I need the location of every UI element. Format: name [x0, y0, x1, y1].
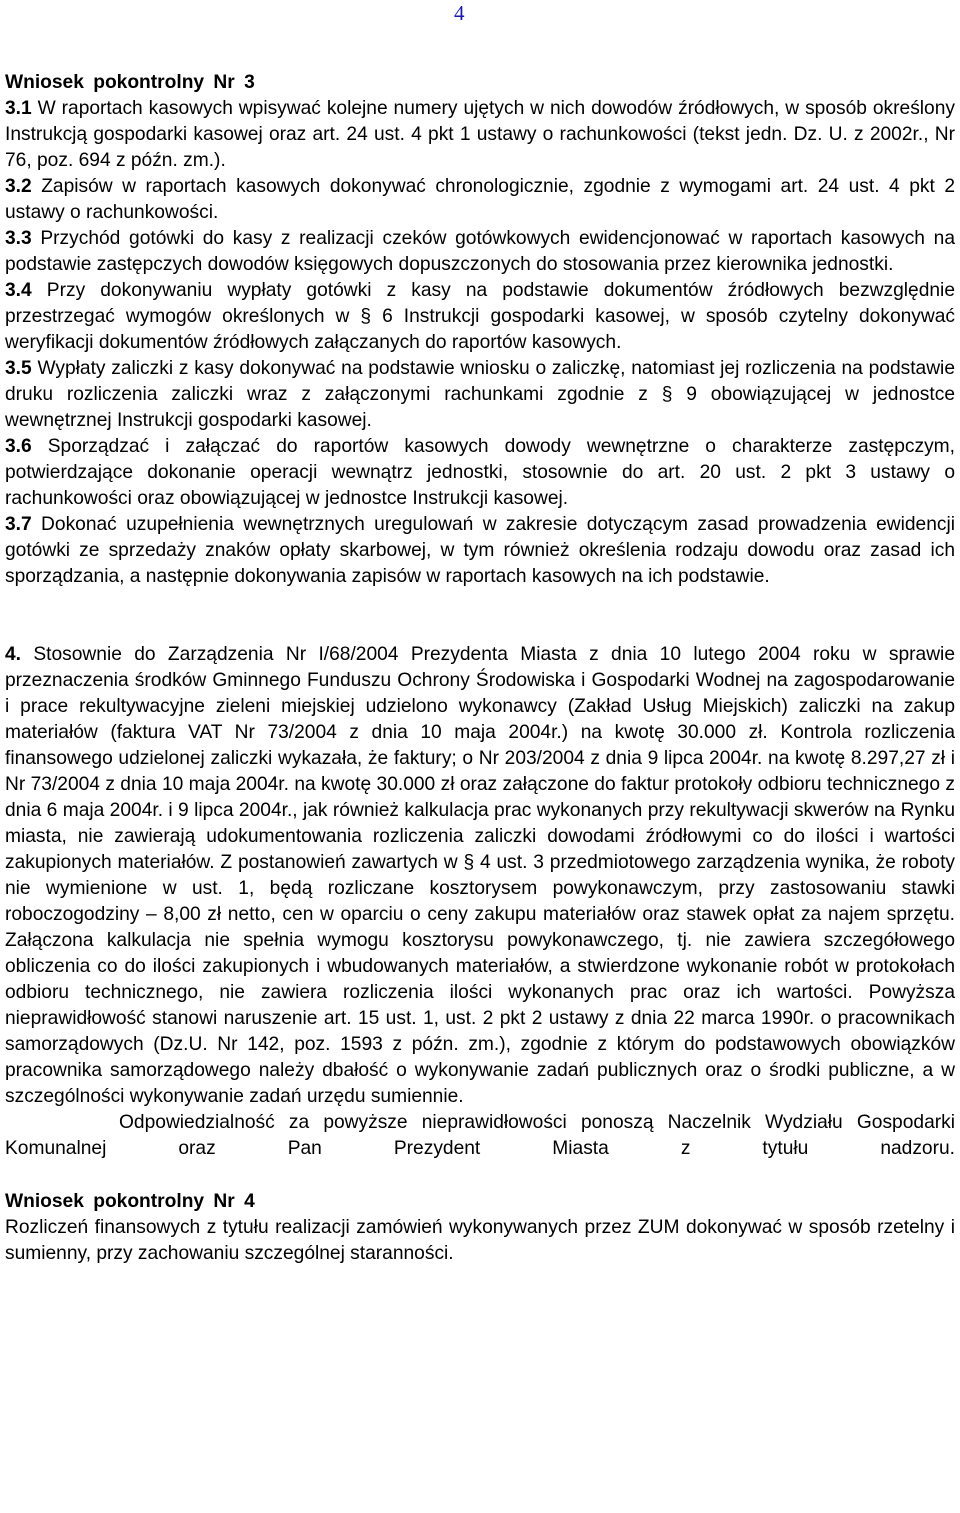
item-3-7 — [5, 512, 955, 590]
item-number: 3.3 — [5, 228, 32, 249]
item-3-3 — [5, 226, 955, 278]
document-body — [5, 70, 955, 1267]
item-text: Przy dokonywaniu wypłaty gotówki z kasy na podstawie dokumentów źródłowych bezwzględnie przestrzegać wymogów określonych w § 6 Instrukcji gospodarki kasowej, w sposób czytelny dokonywać weryfikacji dokumentów źródłowych załączanych do raportów kasowych. — [5, 280, 955, 353]
section-spacer — [5, 590, 955, 642]
item-3-2 — [5, 174, 955, 226]
item-number: 3.4 — [5, 280, 32, 301]
item-number: 3.7 — [5, 514, 32, 535]
heading-recommendation-4: Wniosek pokontrolny Nr 4 — [5, 1191, 255, 1212]
item-3-4 — [5, 278, 955, 356]
section-text: Stosownie do Zarządzenia Nr I/68/2004 Prezydenta Miasta z dnia 10 lutego 2004 roku w sprawie przeznaczenia środków Gminnego Funduszu Ochrony Środowiska i Gospodarki Wodnej na zagospodarowanie i prace rekultywacyjne zieleni miejskiej udzielono wykonawcy (Zakład Usług Miejskich) zaliczki na zakup materiałów (faktura VAT Nr 73/2004 z dnia 10 maja 2004r.) na kwotę 30.000 zł. Kontrola rozliczenia finansowego udzielonej zaliczki wykazała, że faktury; o Nr 203/2004 z dnia 9 lipca 2004r. na kwotę 8.297,27 zł i Nr 73/2004 z dnia 10 maja 2004r. na kwotę 30.000 zł oraz załączone do faktur protokoły odbioru technicznego z dnia 6 maja 2004r. i 9 lipca 2004r., jak również kalkulacja prac wykonanych przy rekultywacji skwerów na Rynku miasta, nie zawierają udokumentowania rozliczenia zaliczki dowodami źródłowymi co do ilości i wartości zakupionych materiałów. Z postanowień zawartych w § 4 ust. 3 przedmiotowego zarządzenia wynika, że roboty nie wymienione w ust. 1, będą rozliczane kosztorysem powykonawczym, przy zastosowaniu stawki roboczogodziny – 8,00 zł netto, cen w oparciu o ceny zakupu materiałów oraz stawek opłat za najem sprzętu. Załączona kalkulacja nie spełnia wymogu kosztorysu powykonawczego, tj. nie zawiera szczegółowego obliczenia co do ilości zakupionych i wbudowanych materiałów, a stwierdzone wykonanie robót w protokołach odbioru technicznego, nie zawiera rozliczenia ilości wykonanych prac oraz ich wartości. Powyższa nieprawidłowość stanowi naruszenie art. 15 ust. 1, ust. 2 pkt 2 ustawy z dnia 22 marca 1990r. o pracownikach samorządowych (Dz.U. Nr 142, poz. 1593 z późn. zm.), zgodnie z którym do podstawowych obowiązków pracownika samorządowego należy dbałość o wykonywanie zadań publicznych oraz o środki publiczne, a w szczególności wykonywanie zadań urzędu sumiennie. — [5, 644, 955, 1107]
section-number: 4. — [5, 644, 22, 665]
item-number: 3.2 — [5, 176, 32, 197]
section-4 — [5, 642, 955, 1110]
page-number: 4 — [454, 1, 465, 25]
item-number: 3.1 — [5, 98, 32, 119]
section-spacer — [5, 1162, 955, 1189]
item-3-1 — [5, 96, 955, 174]
responsibility-statement: Odpowiedzialność za powyższe nieprawidłowości ponoszą Naczelnik Wydziału Gospodarki Komunalnej oraz Pan Prezydent Miasta z tytułu nadzoru. — [5, 1112, 955, 1159]
item-text: Przychód gotówki do kasy z realizacji czeków gotówkowych ewidencjonować w raportach kasowych na podstawie zastępczych dowodów księgowych dopuszczonych do stosowania przez kierownika jednostki. — [5, 228, 955, 275]
item-3-5 — [5, 356, 955, 434]
item-number: 3.6 — [5, 436, 32, 457]
item-text: Zapisów w raportach kasowych dokonywać chronologicznie, zgodnie z wymogami art. 24 ust. 4 pkt 2 ustawy o rachunkowości. — [5, 176, 955, 223]
item-text: Sporządzać i załączać do raportów kasowych dowody wewnętrzne o charakterze zastępczym, potwierdzające dokonanie operacji wewnątrz jednostki, stosownie do art. 20 ust. 2 pkt 3 ustawy o rachunkowości oraz obowiązującej w jednostce Instrukcji kasowej. — [5, 436, 955, 509]
item-3-6 — [5, 434, 955, 512]
recommendation-4-text: Rozliczeń finansowych z tytułu realizacji zamówień wykonywanych przez ZUM dokonywać w sposób rzetelny i sumienny, przy zachowaniu szczególnej staranności. — [5, 1217, 955, 1264]
item-text: W raportach kasowych wpisywać kolejne numery ujętych w nich dowodów źródłowych, w sposób określony Instrukcją gospodarki kasowej oraz art. 24 ust. 4 pkt 1 ustawy o rachunkowości (tekst jedn. Dz. U. z 2002r., Nr 76, poz. 694 z późn. zm.). — [5, 98, 955, 171]
item-text: Dokonać uzupełnienia wewnętrznych uregulowań w zakresie dotyczącym zasad prowadzenia ewidencji gotówki ze sprzedaży znaków opłaty skarbowej, w tym również określenia rodzaju dowodu oraz zasad ich sporządzania, a następnie dokonywania zapisów w raportach kasowych na ich podstawie. — [5, 514, 955, 587]
heading-recommendation-3: Wniosek pokontrolny Nr 3 — [5, 72, 255, 93]
item-number: 3.5 — [5, 358, 32, 379]
item-text: Wypłaty zaliczki z kasy dokonywać na podstawie wniosku o zaliczkę, natomiast jej rozliczenia na podstawie druku rozliczenia zaliczki wraz z załączonymi rachunkami zgodnie z § 9 obowiązującej w jednostce wewnętrznej Instrukcji gospodarki kasowej. — [5, 358, 955, 431]
